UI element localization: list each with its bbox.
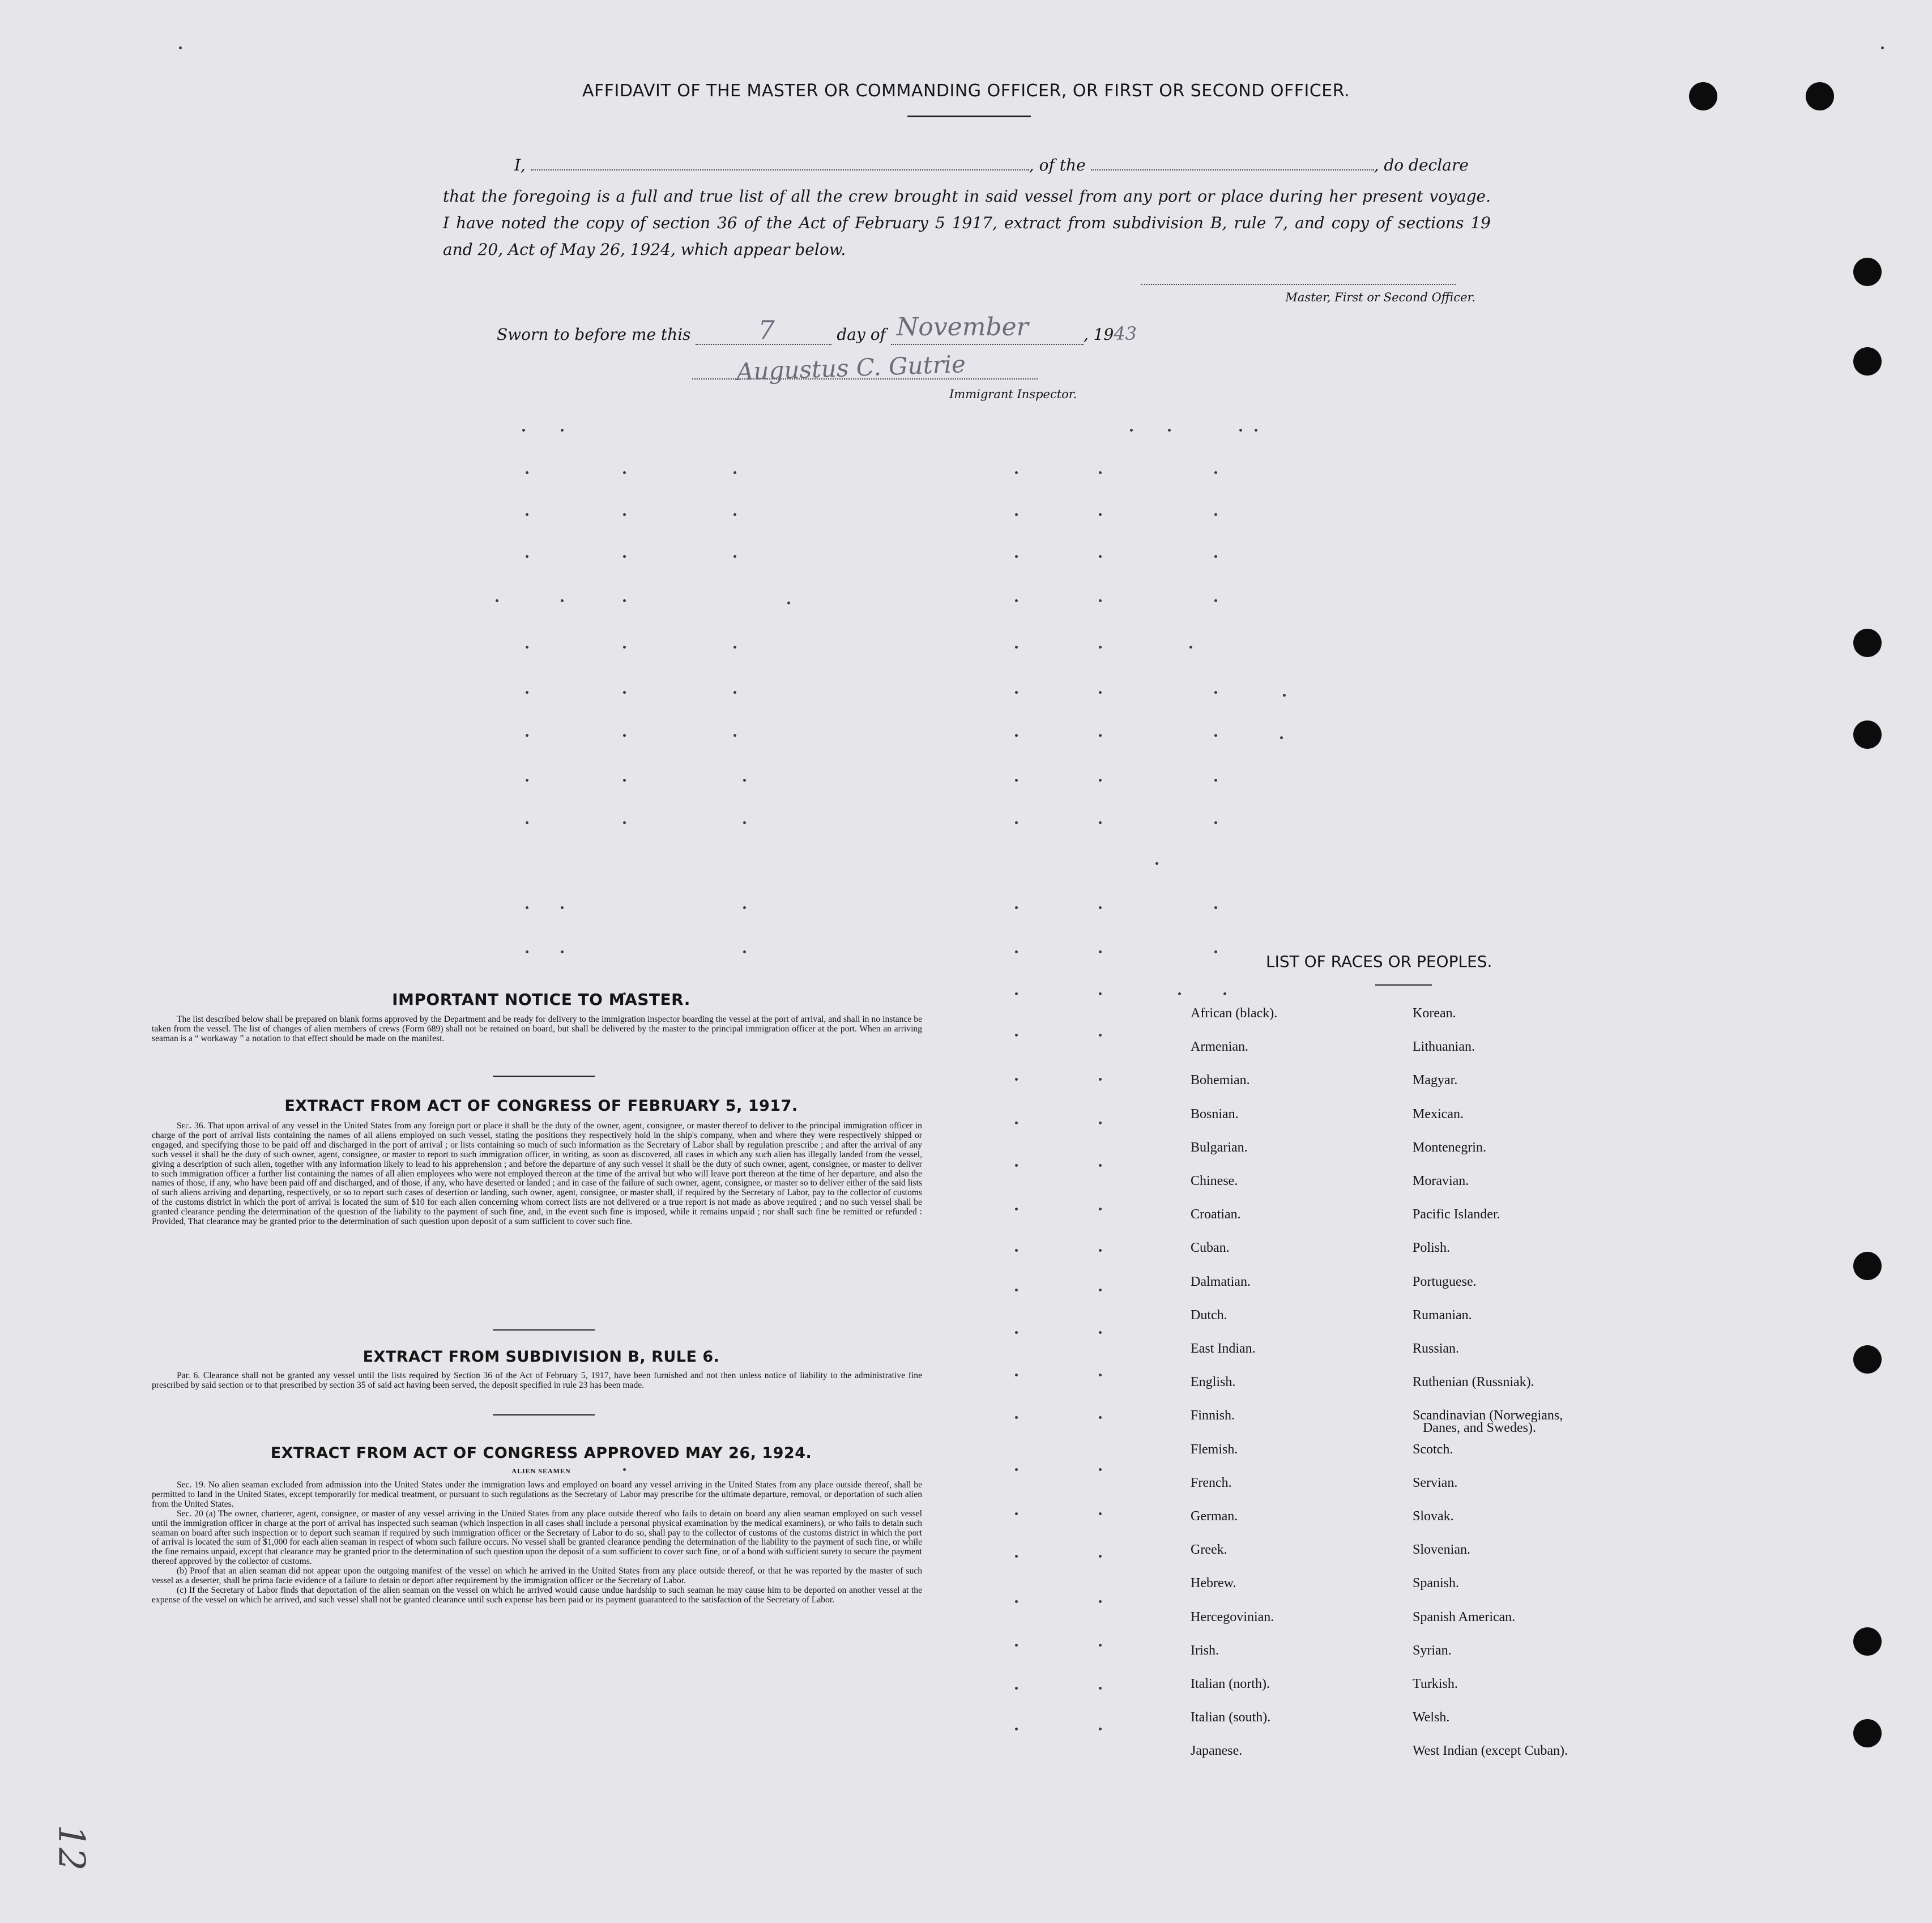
race-item: English. xyxy=(1191,1375,1236,1390)
bleed-dot xyxy=(1099,691,1102,694)
bleed-dot xyxy=(1015,1034,1018,1037)
bleed-dot xyxy=(733,734,736,737)
bleed-dot xyxy=(1015,1078,1018,1081)
bleed-dot xyxy=(1189,646,1192,649)
bleed-dot xyxy=(733,646,736,649)
sworn-day-value: 7 xyxy=(758,315,775,346)
i-label: I, xyxy=(514,156,526,174)
bleed-dot xyxy=(1015,1208,1018,1210)
declaration-line: that the foregoing is a full and true list of all the crew brought in said vessel from any port or place during her present voyage. xyxy=(443,187,1491,206)
race-item: Bosnian. xyxy=(1191,1106,1239,1122)
race-item: Polish. xyxy=(1413,1240,1451,1256)
bleed-dot xyxy=(1015,1644,1018,1647)
bleed-dot xyxy=(1099,1164,1102,1167)
bleed-dot xyxy=(1015,1416,1018,1419)
section-divider xyxy=(493,1414,595,1415)
races-title-underline xyxy=(1375,984,1432,986)
race-item: Ruthenian (Russniak). xyxy=(1413,1375,1534,1390)
bleed-dot xyxy=(1099,1331,1102,1334)
bleed-dot xyxy=(1015,1687,1018,1690)
race-item: Slovenian. xyxy=(1413,1542,1470,1558)
bleed-dot xyxy=(1015,1374,1018,1376)
bleed-dot xyxy=(733,555,736,558)
bleed-dot xyxy=(1099,646,1102,649)
bleed-dot xyxy=(623,513,626,516)
bleed-dot xyxy=(526,513,528,516)
punch-hole xyxy=(1853,1252,1882,1280)
bleed-dot xyxy=(1015,1122,1018,1124)
declaration-text xyxy=(443,183,1491,263)
bleed-dot xyxy=(623,599,626,602)
bleed-dot xyxy=(526,779,528,782)
bleed-dot xyxy=(1155,862,1158,865)
master-signature-label: Master, First or Second Officer. xyxy=(1285,291,1475,304)
bleed-dot xyxy=(787,602,790,604)
bleed-dot xyxy=(1130,429,1133,432)
bleed-dot xyxy=(623,471,626,474)
year-suffix: 43 xyxy=(1114,323,1137,344)
extract-1924-title: EXTRACT FROM ACT OF CONGRESS APPROVED MAY 26, 1924. xyxy=(270,1444,812,1462)
bleed-dot xyxy=(743,821,746,824)
bleed-dot xyxy=(623,779,626,782)
race-item: West Indian (except Cuban). xyxy=(1413,1743,1568,1759)
sec-20c-text: (c) If the Secretary of Labor finds that deportation of the alien seaman on the vessel on which he arrived would cause undue hardship to such seaman he may cause him to be deported on another vessel at the expense of the vessel on which he arrived, and such vessel shall not be granted clearance until such expense has been paid or its payment guaranteed to the satisfaction of the Secretary of Labor. xyxy=(152,1585,922,1605)
race-item: Servian. xyxy=(1413,1475,1458,1490)
bleed-dot xyxy=(1099,1374,1102,1376)
bleed-dot xyxy=(1255,429,1257,432)
bleed-dot xyxy=(623,646,626,649)
bleed-dot xyxy=(1099,513,1102,516)
bleed-dot xyxy=(526,555,528,558)
affidavit-title: AFFIDAVIT OF THE MASTER OR COMMANDING OFFICER, OR FIRST OR SECOND OFFICER. xyxy=(582,81,1350,101)
bleed-dot xyxy=(623,555,626,558)
bleed-dot xyxy=(1099,779,1102,782)
bleed-dot xyxy=(526,646,528,649)
bleed-dot xyxy=(1015,1728,1018,1730)
bleed-dot xyxy=(1099,1416,1102,1419)
race-item: Lithuanian. xyxy=(1413,1039,1475,1055)
bleed-dot xyxy=(1099,1078,1102,1081)
race-item: Rumanian. xyxy=(1413,1307,1472,1323)
bleed-dot xyxy=(1015,1249,1018,1252)
bleed-dot xyxy=(1214,513,1217,516)
inspector-label: Immigrant Inspector. xyxy=(949,387,1077,401)
bleed-dot xyxy=(1099,1728,1102,1730)
year-prefix: , 19 xyxy=(1083,325,1114,344)
race-item: Hercegovinian. xyxy=(1191,1609,1274,1624)
race-item: Welsh. xyxy=(1413,1710,1450,1725)
bleed-dot xyxy=(522,429,525,432)
bleed-dot xyxy=(1099,821,1102,824)
bleed-dot xyxy=(1214,906,1217,909)
bleed-dot xyxy=(1015,691,1018,694)
bleed-dot xyxy=(1099,1468,1102,1471)
declaration-line: and 20, Act of May 26, 1924, which appear below. xyxy=(443,240,846,259)
alien-seamen-subtitle: ALIEN SEAMEN xyxy=(511,1467,571,1475)
race-item: Chinese. xyxy=(1191,1174,1238,1188)
bleed-dot xyxy=(1099,1249,1102,1252)
race-item: Irish. xyxy=(1191,1643,1219,1658)
bleed-dot xyxy=(1214,691,1217,694)
punch-hole xyxy=(1853,347,1882,376)
bleed-dot xyxy=(1239,429,1242,432)
race-item: Bohemian. xyxy=(1191,1073,1250,1088)
race-item: Scotch. xyxy=(1413,1442,1453,1457)
bleed-dot xyxy=(1214,555,1217,558)
extract-rule6-text xyxy=(152,1371,922,1391)
bleed-dot xyxy=(526,734,528,737)
race-item: Spanish American. xyxy=(1413,1609,1516,1624)
race-item: Dalmatian. xyxy=(1191,1274,1251,1289)
bleed-dot xyxy=(1099,1687,1102,1690)
bleed-dot xyxy=(1178,992,1181,995)
race-item: Flemish. xyxy=(1191,1442,1238,1457)
race-item: Finnish. xyxy=(1191,1408,1235,1423)
race-item: Spanish. xyxy=(1413,1576,1460,1591)
vessel-name-field[interactable] xyxy=(1091,169,1374,170)
bleed-dot xyxy=(561,950,564,953)
sec-20b-text: (b) Proof that an alien seaman did not appear upon the outgoing manifest of the vessel on which he arrived in the United States from any place outside thereof, or that he was reported by the master of such vessel as a deserter, shall be prima facie evidence of a failure to detain or deport after requirement by the immigration officer or the Secretary of Labor. xyxy=(152,1566,922,1586)
bleed-dot xyxy=(743,779,746,782)
bleed-dot xyxy=(1015,646,1018,649)
bleed-dot xyxy=(623,821,626,824)
bleed-dot xyxy=(526,821,528,824)
bleed-dot xyxy=(1015,734,1018,737)
section-divider xyxy=(493,1076,595,1077)
declarant-line xyxy=(514,156,1469,174)
sworn-month-field[interactable] xyxy=(891,313,1084,345)
bleed-dot xyxy=(496,599,498,602)
sec-36-body: That upon arrival of any vessel in the United States from any foreign port or place it shall be the duty of the owner, agent, consignee, or master thereof to deliver to the principal immigration officer in charge of the port of arrival lists containing the names of all aliens employed on such vessel, stating the positions they respectively hold in the ship's company, when and where they were respectively shipped or engaged, and specifying those to be paid off and discharged in the port of arrival ; or lists containing so much of such information as the Secretary of Labor shall by regulation prescribe ; and after the arrival of any such vessel it shall be the duty of such owner, agent, consignee, or master to report to such immigration officer, in writing, as soon as discovered, all cases in which any such alien has illegally landed from the vessel, giving a description of such alien, together with any information likely to lead to his apprehension ; and before the departure of any such vessel it shall be the duty of such owner, agent, consignee, or master to deliver to such immigration officer a further list containing the names of all alien employees who were not employed thereon at the time of the arrival but who will leave port thereon at the time of her departure, and also the names of those, if any, who have been paid off and discharged, and of those, if any, who have deserted or landed ; and in case of the failure of such owner, agent, consignee, or master so to deliver either of the said lists of such aliens arriving and departing, respectively, or so to report such cases of desertion or landing, such owner, agent, consignee, or master shall, if required by the Secretary of Labor, pay to the collector of customs of the customs district in which the port of arrival is located the sum of $10 for each alien concerning whom correct lists are not delivered or a true report is not made as above required ; and no such vessel shall be granted clearance pending the determination of the question of the liability to the payment of such fine, and, in the event such fine is imposed, while it remains unpaid ; nor shall such fine be remitted or refunded : Provided, That clearance may be granted prior to the determination of such question upon deposit of a sum sufficient to cover such fine. xyxy=(152,1121,922,1227)
par-6-label: Par. 6. xyxy=(177,1371,201,1380)
bleed-dot xyxy=(1015,821,1018,824)
title-underline xyxy=(907,116,1031,117)
section-divider xyxy=(493,1329,595,1331)
race-item: Italian (north). xyxy=(1191,1677,1270,1691)
extract-1917-text xyxy=(152,1122,922,1227)
extract-1924-text xyxy=(152,1481,922,1605)
race-item: Moravian. xyxy=(1413,1174,1469,1188)
bleed-dot xyxy=(1099,1555,1102,1558)
officer-name-field[interactable] xyxy=(531,169,1029,170)
race-item: Montenegrin. xyxy=(1413,1140,1486,1155)
margin-note: 12 xyxy=(50,1824,92,1871)
bleed-dot xyxy=(1099,734,1102,737)
bleed-dot xyxy=(1214,950,1217,953)
bleed-dot xyxy=(1099,906,1102,909)
punch-hole xyxy=(1853,720,1882,749)
bleed-dot xyxy=(1099,555,1102,558)
bleed-dot xyxy=(526,950,528,953)
race-item: Hebrew. xyxy=(1191,1576,1236,1591)
bleed-dot xyxy=(623,734,626,737)
bleed-dot xyxy=(1099,1289,1102,1291)
bleed-dot xyxy=(1099,950,1102,953)
declaration-line: I have noted the copy of section 36 of the Act of February 5 1917, extract from subdivision B, rule 7, and copy of sections 19 xyxy=(443,214,1491,232)
master-signature-field[interactable] xyxy=(1141,284,1456,285)
punch-hole xyxy=(1853,1345,1882,1374)
race-item: Mexican. xyxy=(1413,1106,1464,1122)
race-item: Turkish. xyxy=(1413,1677,1458,1691)
bleed-dot xyxy=(1015,1555,1018,1558)
race-item: Korean. xyxy=(1413,1006,1456,1021)
race-item: Magyar. xyxy=(1413,1073,1458,1088)
sec-36-label: Sec. 36. xyxy=(177,1121,206,1131)
bleed-dot xyxy=(1015,992,1018,995)
extract-1917-title: EXTRACT FROM ACT OF CONGRESS OF FEBRUARY 5, 1917. xyxy=(284,1097,798,1115)
bleed-dot xyxy=(1015,1512,1018,1515)
bleed-dot xyxy=(1099,471,1102,474)
race-item: Croatian. xyxy=(1191,1207,1241,1222)
race-item: Armenian. xyxy=(1191,1039,1248,1055)
bleed-dot xyxy=(1283,694,1286,697)
bleed-dot xyxy=(1015,599,1018,602)
bleed-dot xyxy=(1015,1600,1018,1603)
bleed-dot xyxy=(1280,736,1283,739)
bleed-dot xyxy=(1214,599,1217,602)
race-item: Dutch. xyxy=(1191,1307,1227,1323)
bleed-dot xyxy=(1099,1208,1102,1210)
par-6-body: Clearance shall not be granted any vessel until the lists required by Section 36 of the Act of February 5, 1917, have been furnished and not then unless notice of liability to the administrative fine prescribed by said section or to that prescribed by section 35 of said act having been served, the deposit specified in rule 23 has been made. xyxy=(152,1371,922,1390)
race-item: East Indian. xyxy=(1191,1341,1256,1356)
bleed-dot xyxy=(733,513,736,516)
bleed-dot xyxy=(1015,513,1018,516)
bleed-dot xyxy=(1099,992,1102,995)
bleed-dot xyxy=(1015,471,1018,474)
bleed-dot xyxy=(1214,734,1217,737)
bleed-dot xyxy=(733,471,736,474)
race-item: Japanese. xyxy=(1191,1743,1243,1759)
bleed-dot xyxy=(1015,1164,1018,1167)
sworn-month-value: November xyxy=(896,313,1029,342)
race-item: African (black). xyxy=(1191,1006,1278,1021)
race-item: Bulgarian. xyxy=(1191,1140,1248,1155)
bleed-dot xyxy=(561,599,564,602)
punch-hole xyxy=(1853,258,1882,286)
bleed-dot xyxy=(1015,555,1018,558)
bleed-dot xyxy=(1223,992,1226,995)
bleed-dot xyxy=(1099,1034,1102,1037)
race-item: Scandinavian (Norwegians, xyxy=(1413,1408,1563,1423)
bleed-dot xyxy=(179,46,182,49)
races-title: LIST OF RACES OR PEOPLES. xyxy=(1266,952,1492,971)
extract-rule6-title: EXTRACT FROM SUBDIVISION B, RULE 6. xyxy=(362,1348,720,1366)
bleed-dot xyxy=(526,906,528,909)
bleed-dot xyxy=(1214,779,1217,782)
bleed-dot xyxy=(1099,1512,1102,1515)
race-item: Slovak. xyxy=(1413,1509,1454,1524)
bleed-dot xyxy=(1099,1122,1102,1124)
bleed-dot xyxy=(733,691,736,694)
punch-hole xyxy=(1853,1627,1882,1656)
bleed-dot xyxy=(1015,906,1018,909)
bleed-dot xyxy=(561,906,564,909)
of-the-label: , of the xyxy=(1029,156,1086,174)
inspector-signature: Augustus C. Gutrie xyxy=(736,349,966,386)
bleed-dot xyxy=(1214,471,1217,474)
bleed-dot xyxy=(743,950,746,953)
bleed-dot xyxy=(1015,1468,1018,1471)
bleed-dot xyxy=(1099,599,1102,602)
race-item: Greek. xyxy=(1191,1542,1227,1558)
bleed-dot xyxy=(526,691,528,694)
bleed-dot xyxy=(561,429,564,432)
bleed-dot xyxy=(623,691,626,694)
bleed-dot xyxy=(743,906,746,909)
race-item: Russian. xyxy=(1413,1341,1460,1356)
bleed-dot xyxy=(1168,429,1171,432)
punch-hole xyxy=(1853,629,1882,657)
bleed-dot xyxy=(1214,821,1217,824)
bleed-dot xyxy=(1015,950,1018,953)
race-continuation: Danes, and Swedes). xyxy=(1423,1421,1536,1435)
race-item: Italian (south). xyxy=(1191,1710,1271,1725)
bleed-dot xyxy=(1015,779,1018,782)
bleed-dot xyxy=(1015,1289,1018,1291)
sworn-label: Sworn to before me this xyxy=(497,325,691,344)
notice-text: The list described below shall be prepared on blank forms approved by the Department and be ready for delivery to the immigration inspector boarding the vessel at the port of arrival, and shall in no instance be taken from the vessel. The list of changes of alien members of crews (Form 689) shall not be retained on board, but shall be delivered by the master to the principal immigration officer at the port. When an arriving seaman is a “ workaway ” a notation to that effect should be made on the manifest. xyxy=(152,1014,922,1043)
race-item: Pacific Islander. xyxy=(1413,1207,1500,1222)
do-declare-label: , do declare xyxy=(1374,156,1469,174)
bleed-dot xyxy=(1881,46,1884,49)
bleed-dot xyxy=(526,471,528,474)
bleed-dot xyxy=(1015,1331,1018,1334)
race-item: Syrian. xyxy=(1413,1643,1452,1658)
notice-title: IMPORTANT NOTICE TO MASTER. xyxy=(392,990,690,1009)
sec-19-text: Sec. 19. No alien seaman excluded from admission into the United States under the immigration laws and employed on board any vessel arriving in the United States from any place outside thereof, shall be permitted to land in the United States, except temporarily for medical treatment, or pursuant to such regulations as the Secretary of Labor may prescribe for the ultimate departure, removal, or deportation of such alien from the United States. xyxy=(152,1480,922,1509)
sec-20a-text: Sec. 20 (a) The owner, charterer, agent, consignee, or master of any vessel arriving in the United States from any place outside thereof who fails to detain on board any alien seaman employed on such vessel until the immigration officer in charge at the port of arrival has inspected such seaman (which inspection in all cases shall include a personal physical examination by the medical examiners), or who fails to detain such seaman on board after such inspection or to deport such seaman if required by such immigration officer or the Secretary of Labor to do so, shall pay to the collector of customs of the customs district in which the port of arrival is located the sum of $1,000 for each alien seaman in respect of whom such failure occurs. No vessel shall be granted clearance pending the determination of the liability to the payment of such fine, or while the fine remains unpaid, except that clearance may be granted prior to the determination of such question upon the deposit of a sum sufficient to cover such fine, or of a bond with sufficient surety to secure the payment thereof approved by the collector of customs. xyxy=(152,1508,922,1567)
day-of-label: day of xyxy=(837,325,886,344)
sworn-day-field[interactable] xyxy=(696,315,831,346)
punch-hole xyxy=(1853,1719,1882,1747)
race-item: Cuban. xyxy=(1191,1240,1230,1256)
race-item: Portuguese. xyxy=(1413,1274,1477,1289)
sworn-line xyxy=(497,313,1137,346)
race-item: German. xyxy=(1191,1509,1238,1524)
race-item: French. xyxy=(1191,1475,1232,1490)
bleed-dot xyxy=(1099,1600,1102,1603)
bleed-dot xyxy=(1099,1644,1102,1647)
